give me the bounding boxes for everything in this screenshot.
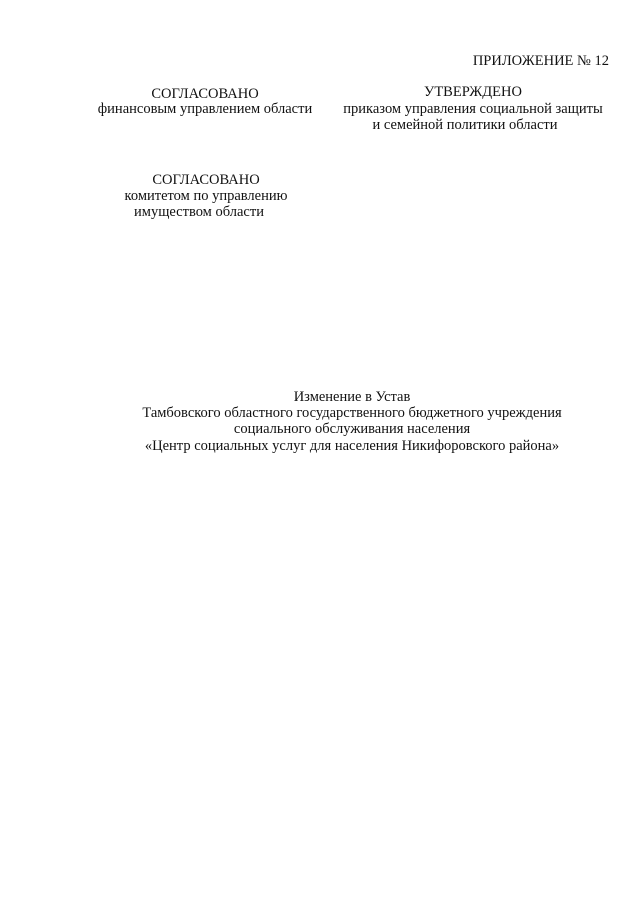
document-title-line3: социального обслуживания населения [233,421,471,437]
document-title-line2: Тамбовского областного государственного бюджетного учреждения [142,405,562,421]
approval-heading-property: СОГЛАСОВАНО [152,172,260,188]
appendix-label: ПРИЛОЖЕНИЕ № 12 [472,53,609,69]
approval-heading-finance: СОГЛАСОВАНО [151,86,259,102]
approved-text-line2: и семейной политики области [372,117,558,133]
approved-heading: УТВЕРЖДЕНО [424,84,522,100]
document-title-line1: Изменение в Устав [293,389,411,405]
approved-text-line1: приказом управления социальной защиты [343,101,603,117]
document-title-line4: «Центр социальных услуг для населения Никифоровского района» [144,438,560,454]
approval-text-property-line1: комитетом по управлению [124,188,288,204]
approval-text-property-line2: имуществом области [134,204,264,220]
approval-text-finance: финансовым управлением области [97,101,313,117]
